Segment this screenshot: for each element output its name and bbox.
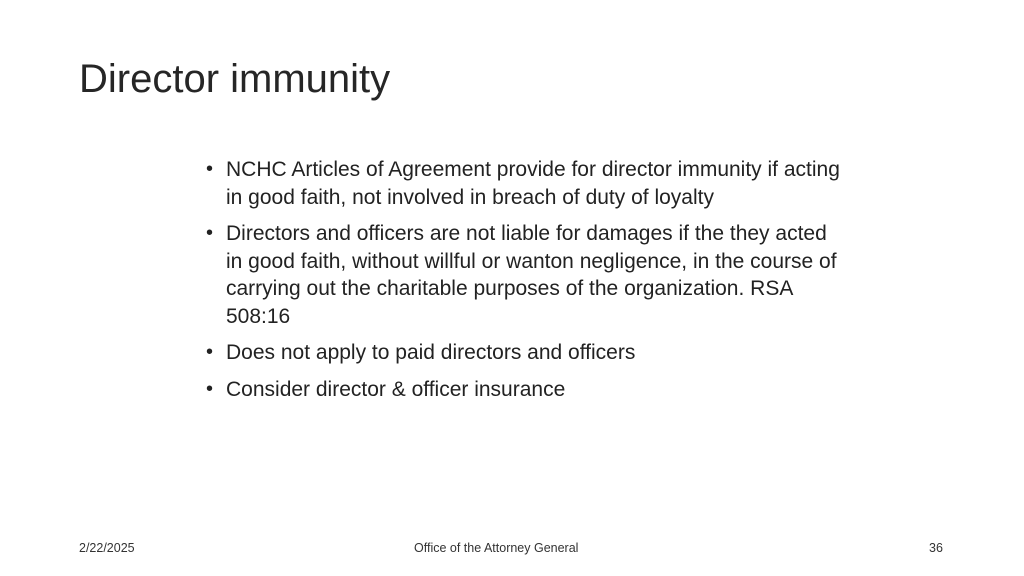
bullet-text: Does not apply to paid directors and officers [226, 341, 636, 364]
bullet-item [206, 339, 846, 367]
bullet-dot-icon: • [206, 341, 214, 363]
bullet-item [206, 376, 846, 404]
bullet-text: Consider director & officer insurance [226, 377, 566, 401]
bullet-item [206, 220, 846, 330]
bullet-item [206, 156, 846, 211]
slide-title: Director immunity [79, 57, 391, 101]
footer-date: 2/22/2025 [79, 541, 135, 555]
footer-organization: Office of the Attorney General [414, 541, 579, 555]
footer-page-number: 36 [929, 541, 943, 555]
bullet-dot-icon: • [206, 222, 214, 244]
bullet-dot-icon: • [206, 158, 214, 180]
bullet-text: NCHC Articles of Agreement provide for director immunity if acting in good faith, not involved in breach of duty of loyalty [226, 158, 840, 209]
bullet-dot-icon: • [206, 377, 214, 400]
bullet-text: Directors and officers are not liable for damages if the they acted in good faith, without willful or wanton negligence, in the course of carrying out the charitable purposes of the organization. RSA 508:16 [226, 222, 837, 328]
bullet-list [206, 156, 846, 412]
